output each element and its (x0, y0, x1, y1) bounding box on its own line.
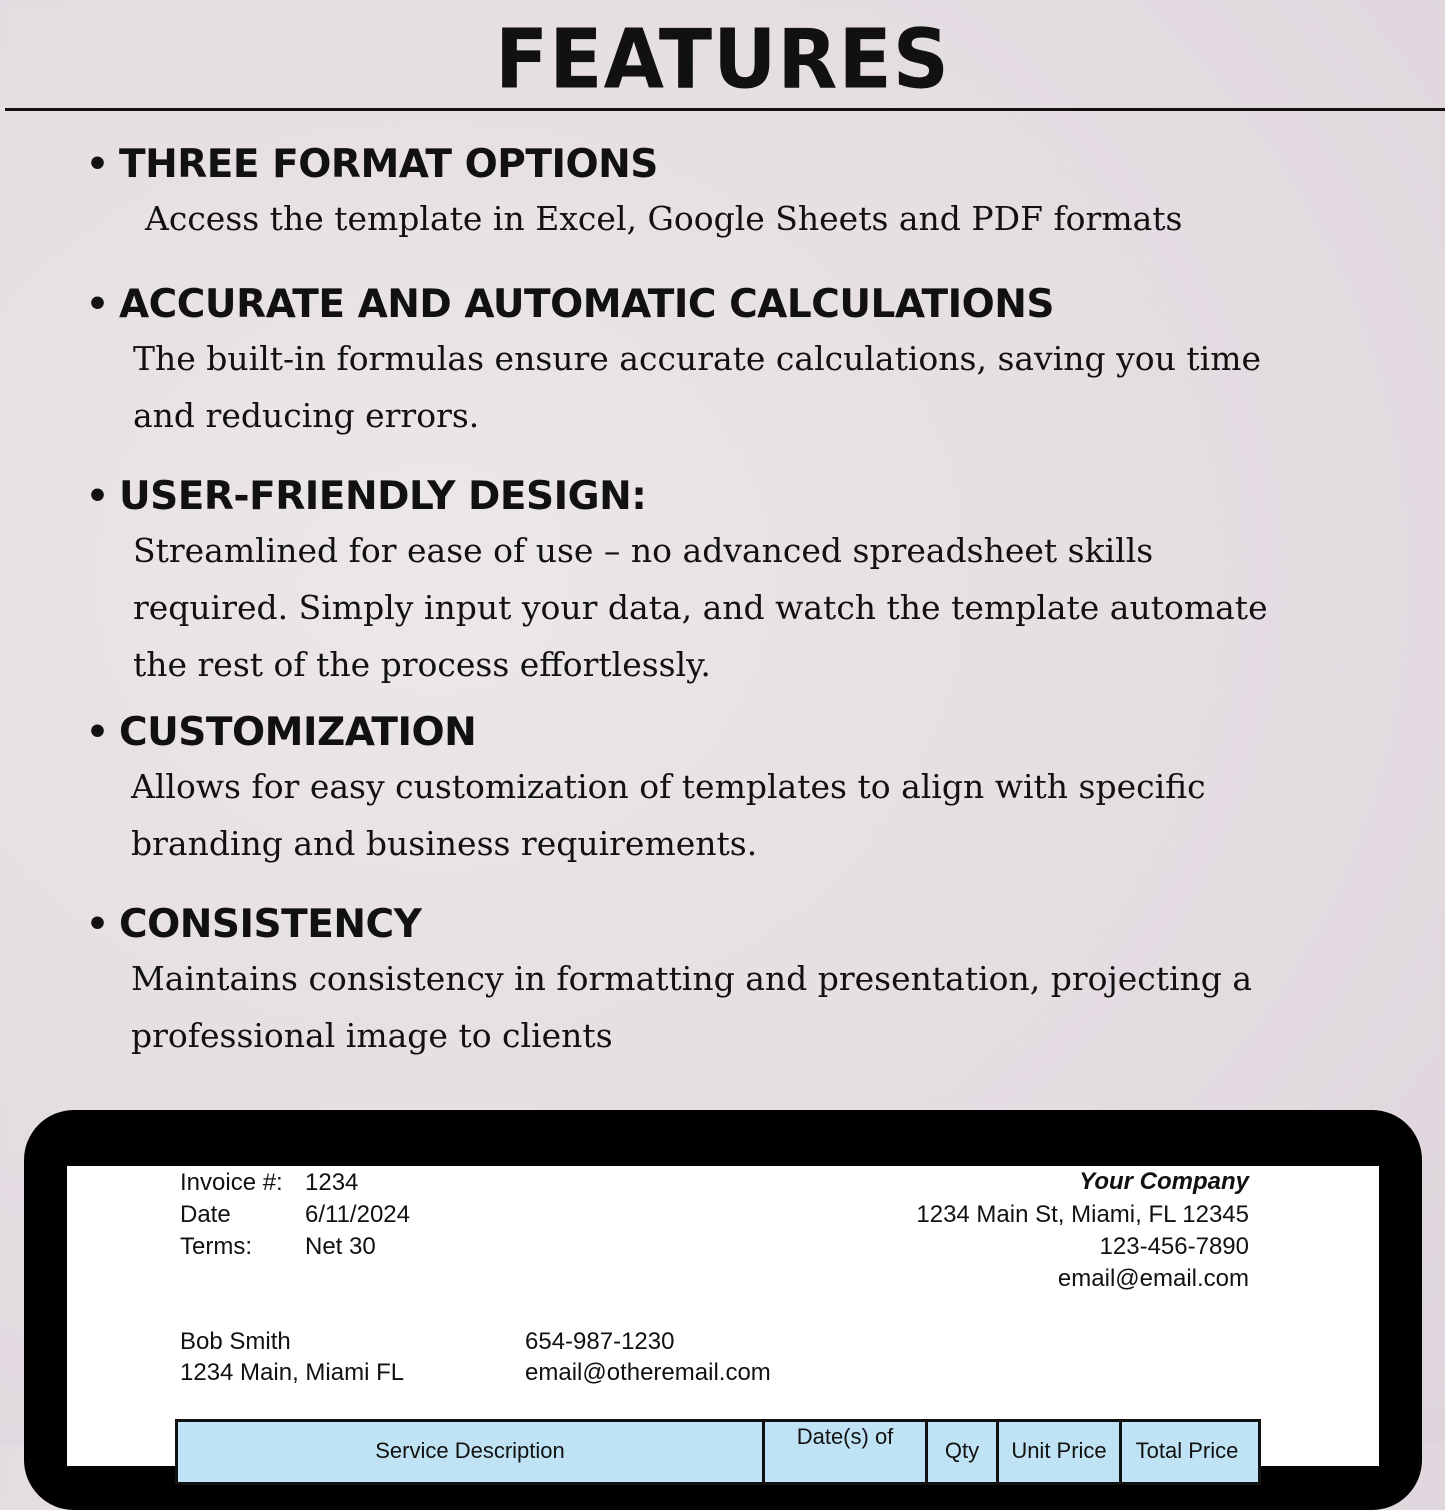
client-email: email@otheremail.com (525, 1359, 771, 1386)
title-divider (5, 108, 1445, 111)
feature-description-line: Allows for easy customization of templates to align with specific (131, 767, 1206, 806)
client-phone: 654-987-1230 (525, 1328, 675, 1355)
column-header: Date(s) of (765, 1422, 928, 1482)
invoice-terms-row (180, 1232, 376, 1262)
feature-description-line: The built-in formulas ensure accurate calculations, saving you time (133, 339, 1262, 378)
feature-title: USER-FRIENDLY DESIGN: (119, 474, 647, 519)
feature-description-line: the rest of the process effortlessly. (133, 645, 711, 684)
page-title: FEATURES (495, 12, 950, 108)
invoice-terms-label: Terms: (180, 1233, 252, 1260)
invoice-number: 1234 (305, 1169, 359, 1196)
bullet-icon: • (86, 284, 109, 325)
invoice-date-row (180, 1200, 410, 1230)
feature-description-line: and reducing errors. (133, 396, 480, 435)
bullet-icon: • (86, 476, 109, 517)
bullet-icon: • (86, 904, 109, 945)
column-header: Unit Price (999, 1422, 1122, 1482)
bullet-icon: • (86, 712, 109, 753)
company-phone: 123-456-7890 (1099, 1233, 1249, 1260)
column-header: Qty (928, 1422, 999, 1482)
feature-description-line: required. Simply input your data, and watch the template automate (133, 588, 1268, 627)
feature-description-line: Streamlined for ease of use – no advanced spreadsheet skills (133, 531, 1154, 570)
column-header: Total Price (1135, 1438, 1239, 1463)
feature-description-line: Access the template in Excel, Google Sheets and PDF formats (145, 199, 1183, 238)
feature-customization (86, 708, 1206, 872)
feature-description-line: Maintains consistency in formatting and presentation, projecting a (131, 959, 1253, 998)
invoice-preview (67, 1166, 1379, 1466)
company-email: email@email.com (1057, 1265, 1249, 1292)
invoice-table-header (175, 1419, 1261, 1485)
feature-description-line: branding and business requirements. (131, 824, 758, 863)
feature-consistency (86, 900, 1252, 1064)
invoice-date-label: Date (180, 1201, 231, 1228)
invoice-terms: Net 30 (305, 1233, 376, 1260)
column-header: Service Description (178, 1422, 765, 1482)
feature-user-friendly (86, 472, 1268, 693)
invoice-number-row (180, 1168, 358, 1198)
feature-format-options (86, 140, 1183, 247)
feature-description-line: professional image to clients (131, 1016, 613, 1055)
bullet-icon: • (86, 144, 109, 185)
feature-title: ACCURATE AND AUTOMATIC CALCULATIONS (119, 282, 1055, 327)
feature-title: CUSTOMIZATION (119, 710, 477, 755)
feature-title: CONSISTENCY (119, 902, 422, 947)
invoice-date: 6/11/2024 (305, 1201, 410, 1228)
company-name: Your Company (1079, 1168, 1249, 1195)
feature-title: THREE FORMAT OPTIONS (119, 142, 658, 187)
feature-calculations (86, 280, 1261, 444)
company-address: 1234 Main St, Miami, FL 12345 (916, 1201, 1249, 1228)
invoice-number-label: Invoice #: (180, 1169, 283, 1196)
client-address: 1234 Main, Miami FL (180, 1359, 405, 1386)
client-name: Bob Smith (180, 1328, 291, 1355)
